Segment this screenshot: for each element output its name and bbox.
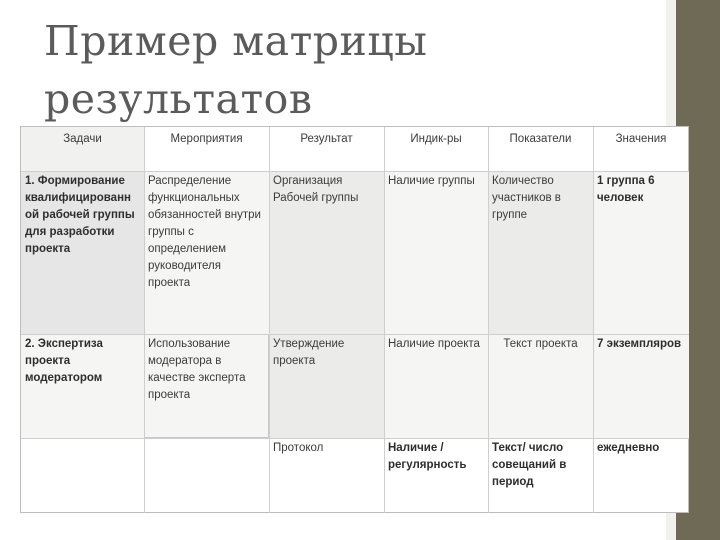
grid-line xyxy=(269,127,270,513)
row3-task xyxy=(21,438,144,513)
grid-line xyxy=(384,127,385,513)
row1-task: 1. Формирование квалифицированн ой рабочей группы для разработки проекта xyxy=(21,171,144,334)
grid-line xyxy=(488,127,489,513)
grid-line xyxy=(21,438,689,439)
grid-line xyxy=(593,127,594,513)
header-values: Значения xyxy=(615,133,667,145)
row2-result: Утверждение проекта xyxy=(269,334,384,438)
row1-value: 1 группа 6 человек xyxy=(593,171,689,334)
grid-line xyxy=(21,171,689,172)
row3-metric: Текст/ число совещаний в период xyxy=(492,442,567,488)
row3-result: Протокол xyxy=(273,442,324,454)
row2-metric: Текст проекта xyxy=(488,334,593,438)
header-result: Результат xyxy=(300,133,353,145)
row1-result: Организация Рабочей группы xyxy=(269,171,384,334)
row1-indicator: Наличие группы xyxy=(384,171,488,334)
row3-indicator: Наличие / регулярность xyxy=(388,442,467,471)
header-metrics: Показатели xyxy=(509,133,572,145)
grid-line xyxy=(21,334,689,335)
grid-line xyxy=(144,127,145,513)
row2-value: 7 экземпляров xyxy=(593,334,689,438)
row3-value: ежедневно xyxy=(597,442,660,454)
row2-indicator: Наличие проекта xyxy=(384,334,488,438)
row3-activity xyxy=(144,438,269,513)
row2-task: 2. Экспертиза проекта модератором xyxy=(21,334,144,438)
results-matrix-table xyxy=(20,126,689,513)
header-activities: Мероприятия xyxy=(170,133,243,145)
header-tasks: Задачи xyxy=(21,127,144,171)
slide-title: Пример матрицы результатов xyxy=(44,17,428,123)
header-indicators: Индик-ры xyxy=(410,133,462,145)
row1-activity: Распределение функциональных обязанностей внутри группы с определением руководителя проекта xyxy=(144,171,269,334)
row2-activity: Использование модератора в качестве эксперта проекта xyxy=(144,334,269,438)
row1-metric: Количество участников в группе xyxy=(488,171,593,334)
